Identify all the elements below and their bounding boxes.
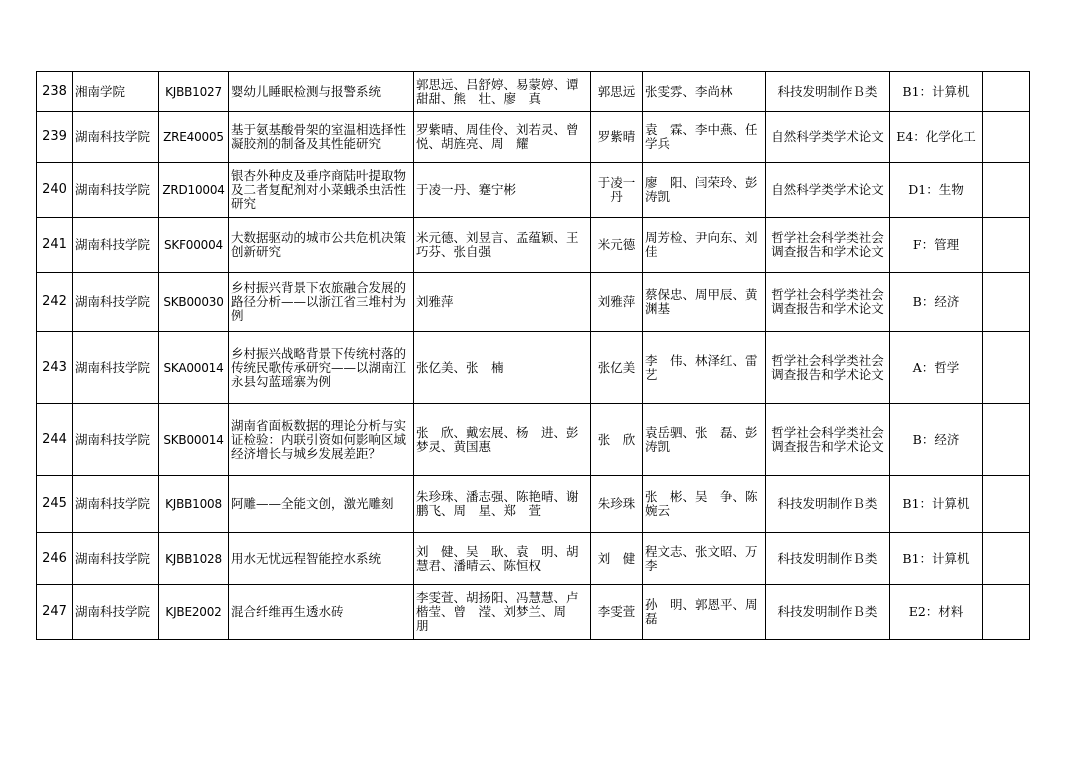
authors-list: 张亿美、张 楠 bbox=[414, 332, 591, 404]
row-index: 245 bbox=[37, 476, 73, 533]
award-category: 科技发明制作Ｂ类 bbox=[766, 476, 890, 533]
row-index: 241 bbox=[37, 218, 73, 273]
authors-list: 李雯萱、胡扬阳、冯慧慧、卢楷莹、曾 滢、刘梦兰、周 朋 bbox=[414, 585, 591, 640]
authors-list: 朱珍珠、潘志强、陈艳晴、谢鹏飞、周 星、郑 萱 bbox=[414, 476, 591, 533]
row-index: 242 bbox=[37, 273, 73, 332]
award-category: 自然科学类学术论文 bbox=[766, 112, 890, 163]
tutors-list: 蔡保忠、周甲辰、黄渊基 bbox=[643, 273, 766, 332]
tutors-list: 袁岳驷、张 磊、彭涛凯 bbox=[643, 404, 766, 476]
tutors-list: 袁 霖、李中燕、任学兵 bbox=[643, 112, 766, 163]
subject-field: E4：化学化工 bbox=[890, 112, 983, 163]
project-title: 乡村振兴战略背景下传统村落的传统民歌传承研究——以湖南江永县勾蓝瑶寨为例 bbox=[229, 332, 414, 404]
row-index: 240 bbox=[37, 163, 73, 218]
tutors-list: 周芳检、尹向东、刘 佳 bbox=[643, 218, 766, 273]
project-title: 乡村振兴背景下农旅融合发展的路径分析——以浙江省三堆村为例 bbox=[229, 273, 414, 332]
project-title: 湖南省面板数据的理论分析与实证检验：内联引资如何影响区域经济增长与城乡发展差距？ bbox=[229, 404, 414, 476]
table-row bbox=[37, 404, 1030, 476]
table-row bbox=[37, 218, 1030, 273]
subject-field: B：经济 bbox=[890, 404, 983, 476]
subject-field: B1：计算机 bbox=[890, 72, 983, 112]
first-author: 张 欣 bbox=[591, 404, 643, 476]
table-row bbox=[37, 476, 1030, 533]
row-index: 246 bbox=[37, 533, 73, 585]
award-category: 自然科学类学术论文 bbox=[766, 163, 890, 218]
first-author: 李雯萱 bbox=[591, 585, 643, 640]
authors-list: 郭思远、吕舒婷、易蒙婷、谭甜甜、熊 壮、廖 真 bbox=[414, 72, 591, 112]
first-author: 刘 健 bbox=[591, 533, 643, 585]
award-category: 科技发明制作Ｂ类 bbox=[766, 533, 890, 585]
first-author: 刘雅萍 bbox=[591, 273, 643, 332]
authors-list: 刘雅萍 bbox=[414, 273, 591, 332]
table-row bbox=[37, 163, 1030, 218]
school-name: 湖南科技学院 bbox=[73, 476, 159, 533]
project-title: 大数据驱动的城市公共危机决策创新研究 bbox=[229, 218, 414, 273]
empty-cell bbox=[983, 332, 1030, 404]
authors-list: 于凌一丹、蹇宁彬 bbox=[414, 163, 591, 218]
row-index: 239 bbox=[37, 112, 73, 163]
first-author: 张亿美 bbox=[591, 332, 643, 404]
project-code: KJBB1027 bbox=[159, 72, 229, 112]
award-category: 哲学社会科学类社会调查报告和学术论文 bbox=[766, 218, 890, 273]
project-code: KJBE2002 bbox=[159, 585, 229, 640]
tutors-list: 张 彬、吴 争、陈婉云 bbox=[643, 476, 766, 533]
first-author: 朱珍珠 bbox=[591, 476, 643, 533]
school-name: 湖南科技学院 bbox=[73, 163, 159, 218]
subject-field: D1：生物 bbox=[890, 163, 983, 218]
empty-cell bbox=[983, 533, 1030, 585]
subject-field: E2：材料 bbox=[890, 585, 983, 640]
row-index: 244 bbox=[37, 404, 73, 476]
first-author: 罗紫晴 bbox=[591, 112, 643, 163]
authors-list: 刘 健、吴 耿、袁 明、胡慧君、潘晴云、陈恒权 bbox=[414, 533, 591, 585]
subject-field: B1：计算机 bbox=[890, 476, 983, 533]
project-title: 基于氨基酸骨架的室温相选择性凝胶剂的制备及其性能研究 bbox=[229, 112, 414, 163]
tutors-list: 廖 阳、闫荣玲、彭涛凯 bbox=[643, 163, 766, 218]
project-title: 用水无忧远程智能控水系统 bbox=[229, 533, 414, 585]
award-category: 科技发明制作Ｂ类 bbox=[766, 72, 890, 112]
empty-cell bbox=[983, 585, 1030, 640]
project-title: 婴幼儿睡眠检测与报警系统 bbox=[229, 72, 414, 112]
empty-cell bbox=[983, 273, 1030, 332]
tutors-list: 孙 明、郭恩平、周 磊 bbox=[643, 585, 766, 640]
award-category: 哲学社会科学类社会调查报告和学术论文 bbox=[766, 404, 890, 476]
award-table bbox=[36, 71, 1030, 640]
school-name: 湖南科技学院 bbox=[73, 273, 159, 332]
subject-field: B1：计算机 bbox=[890, 533, 983, 585]
row-index: 247 bbox=[37, 585, 73, 640]
school-name: 湖南科技学院 bbox=[73, 112, 159, 163]
empty-cell bbox=[983, 476, 1030, 533]
table-row bbox=[37, 533, 1030, 585]
table-row bbox=[37, 585, 1030, 640]
table-row bbox=[37, 273, 1030, 332]
project-title: 银杏外种皮及垂序商陆叶提取物及二者复配剂对小菜蛾杀虫活性研究 bbox=[229, 163, 414, 218]
project-code: KJBB1028 bbox=[159, 533, 229, 585]
project-code: SKA00014 bbox=[159, 332, 229, 404]
school-name: 湖南科技学院 bbox=[73, 404, 159, 476]
award-category: 哲学社会科学类社会调查报告和学术论文 bbox=[766, 273, 890, 332]
award-list-sheet bbox=[36, 71, 1030, 640]
project-code: ZRE40005 bbox=[159, 112, 229, 163]
project-code: SKB00030 bbox=[159, 273, 229, 332]
first-author: 于凌一丹 bbox=[591, 163, 643, 218]
project-code: SKB00014 bbox=[159, 404, 229, 476]
table-row bbox=[37, 112, 1030, 163]
first-author: 米元德 bbox=[591, 218, 643, 273]
row-index: 243 bbox=[37, 332, 73, 404]
table-row bbox=[37, 332, 1030, 404]
table-row bbox=[37, 72, 1030, 112]
authors-list: 米元德、刘昱言、孟蕴颖、王巧芬、张自强 bbox=[414, 218, 591, 273]
tutors-list: 张雯雰、李尚林 bbox=[643, 72, 766, 112]
empty-cell bbox=[983, 218, 1030, 273]
table-body bbox=[37, 72, 1030, 640]
empty-cell bbox=[983, 112, 1030, 163]
authors-list: 罗紫晴、周佳伶、刘若灵、曾 悦、胡旌亮、周 耀 bbox=[414, 112, 591, 163]
school-name: 湖南科技学院 bbox=[73, 585, 159, 640]
school-name: 湖南科技学院 bbox=[73, 533, 159, 585]
project-code: SKF00004 bbox=[159, 218, 229, 273]
project-code: KJBB1008 bbox=[159, 476, 229, 533]
empty-cell bbox=[983, 163, 1030, 218]
project-title: 混合纤维再生透水砖 bbox=[229, 585, 414, 640]
school-name: 湖南科技学院 bbox=[73, 218, 159, 273]
subject-field: A：哲学 bbox=[890, 332, 983, 404]
project-title: 阿雕——全能文创，激光雕刻 bbox=[229, 476, 414, 533]
first-author: 郭思远 bbox=[591, 72, 643, 112]
award-category: 科技发明制作Ｂ类 bbox=[766, 585, 890, 640]
tutors-list: 李 伟、林泽红、雷 艺 bbox=[643, 332, 766, 404]
row-index: 238 bbox=[37, 72, 73, 112]
project-code: ZRD10004 bbox=[159, 163, 229, 218]
school-name: 湖南科技学院 bbox=[73, 332, 159, 404]
authors-list: 张 欣、戴宏展、杨 进、彭梦灵、黄国惠 bbox=[414, 404, 591, 476]
subject-field: F：管理 bbox=[890, 218, 983, 273]
empty-cell bbox=[983, 72, 1030, 112]
empty-cell bbox=[983, 404, 1030, 476]
subject-field: B：经济 bbox=[890, 273, 983, 332]
award-category: 哲学社会科学类社会调查报告和学术论文 bbox=[766, 332, 890, 404]
school-name: 湘南学院 bbox=[73, 72, 159, 112]
tutors-list: 程文志、张文昭、万 李 bbox=[643, 533, 766, 585]
